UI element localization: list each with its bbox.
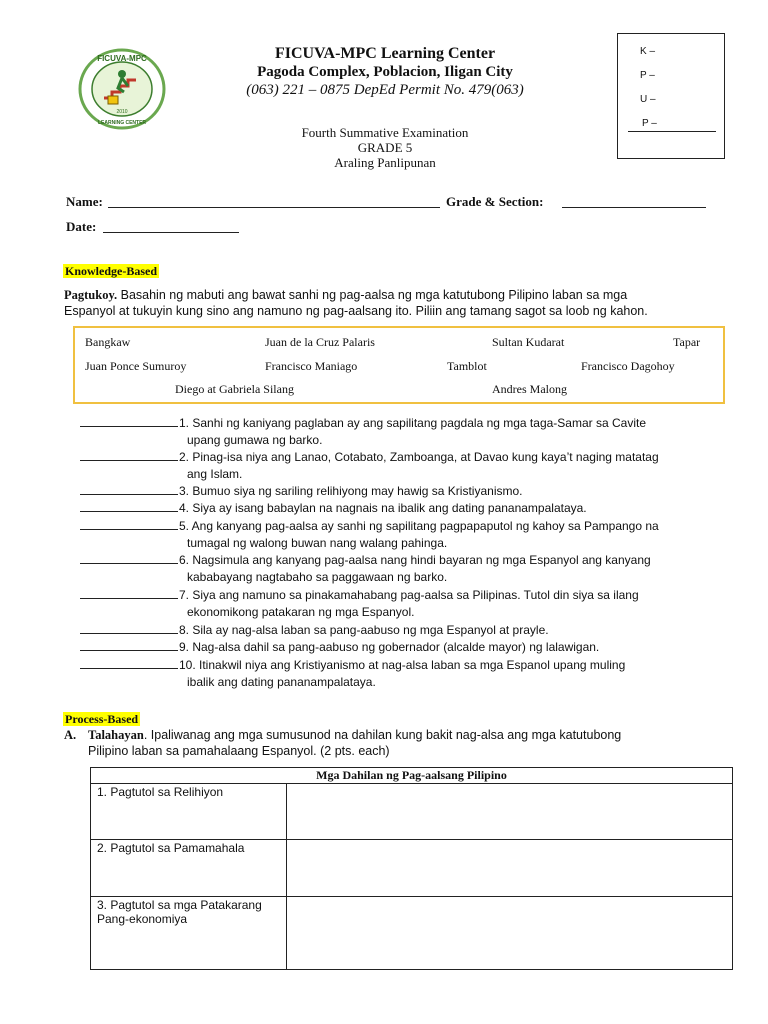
choice: Sultan Kudarat	[492, 335, 565, 349]
score-p2: P –	[642, 118, 657, 129]
school-name: FICUVA-MPC Learning Center	[274, 45, 496, 62]
answer-cell[interactable]	[287, 784, 733, 840]
score-u: U –	[640, 94, 656, 105]
choice: Francisco Maniago	[265, 359, 358, 373]
logo-year: 2010	[116, 109, 128, 115]
item-line1: . Ipaliwanag ang mga sumusunod na dahilan kung bakit nag-alsa ang mga katutubong	[143, 728, 622, 742]
choices-box	[73, 326, 725, 404]
knowledge-heading: Knowledge-Based	[65, 264, 158, 278]
exam-subject: Araling Panlipunan	[334, 155, 436, 170]
question-item: 5. Ang kanyang pag-aalsa ay sanhi ng sapilitang pagpapaputol ng kahoy sa Pampango na tumagal ng walong buwan nang walang pahinga.	[80, 518, 722, 552]
table-row	[91, 840, 733, 897]
instr-bold: Pagtukoy.	[64, 288, 118, 302]
question-item: 10. Itinakwil niya ang Kristiyanismo at nag-alsa laban sa mga Espanol upang muling ibalik ang dating pananampalataya.	[80, 657, 722, 691]
row-label: 3. Pagtutol sa mga Patakarang Pang-ekonomiya	[91, 897, 287, 970]
school-address: Pagoda Complex, Poblacion, Iligan City	[257, 64, 513, 80]
question-item: 7. Siya ang namuno sa pinakamahabang pag-aalsa sa Pilipinas. Tutol din siya sa ilang ekonomikong patakaran ng mga Espanyol.	[80, 587, 722, 621]
answer-cell[interactable]	[287, 897, 733, 970]
question-item: 3. Bumuo siya ng sariling relihiyong may hawig sa Kristiyanismo.	[80, 483, 722, 500]
choice: Juan Ponce Sumuroy	[85, 359, 187, 373]
score-p1: P –	[640, 70, 655, 81]
choice: Diego at Gabriela Silang	[175, 382, 294, 396]
item-letter: A.	[64, 728, 77, 742]
answer-blank[interactable]	[80, 483, 178, 495]
answer-blank[interactable]	[80, 587, 178, 599]
choice: Tapar	[673, 335, 701, 349]
date-field[interactable]	[103, 220, 239, 233]
score-total-line	[628, 131, 716, 132]
question-item: 6. Nagsimula ang kanyang pag-aalsa nang hindi bayaran ng mga Espanyol ang kanyang kababayang nagtabaho sa paggawaan ng barko.	[80, 552, 722, 586]
answer-blank[interactable]	[80, 518, 178, 530]
choice: Juan de la Cruz Palaris	[265, 335, 375, 349]
choice: Bangkaw	[85, 335, 131, 349]
grade-section-field[interactable]	[562, 195, 706, 208]
score-k: K –	[640, 46, 656, 57]
score-box	[617, 33, 725, 159]
instr-line1: Basahin ng mabuti ang bawat sanhi ng pag-aalsa ng mga katutubong Pilipino laban sa mga	[117, 288, 628, 302]
question-item: 8. Sila ay nag-alsa laban sa pang-aabuso ng mga Espanyol at prayle.	[80, 622, 722, 639]
item-bold: Talahayan	[88, 728, 144, 742]
question-item: 2. Pinag-isa niya ang Lanao, Cotabato, Zamboanga, at Davao kung kaya’t naging matatag ang Islam.	[80, 449, 722, 483]
name-field[interactable]	[108, 195, 440, 208]
choice: Tamblot	[447, 359, 487, 373]
table-row	[91, 784, 733, 840]
question-item: 4. Siya ay isang babaylan na nagnais na ibalik ang dating pananampalataya.	[80, 500, 722, 517]
logo-text: FICUVA-MPC	[97, 54, 147, 63]
choice: Andres Malong	[492, 382, 567, 396]
process-heading: Process-Based	[65, 712, 139, 726]
answer-blank[interactable]	[80, 415, 178, 427]
row-label: 1. Pagtutol sa Relihiyon	[91, 784, 287, 840]
question-item: 1. Sanhi ng kaniyang paglaban ay ang sapilitang pagdala ng mga taga-Samar sa Cavite upang gumawa ng barko.	[80, 415, 722, 449]
name-label: Name:	[66, 194, 103, 209]
instr-line2: Espanyol at tukuyin kung sino ang namuno ng pag-aalsang ito. Piliin ang tamang sagot sa loob ng kahon.	[64, 304, 648, 318]
row-label: 2. Pagtutol sa Pamamahala	[91, 840, 287, 897]
answer-blank[interactable]	[80, 449, 178, 461]
grade-section-label: Grade & Section:	[446, 194, 544, 209]
choice: Francisco Dagohoy	[581, 359, 675, 373]
answer-blank[interactable]	[80, 622, 178, 634]
table-header: Mga Dahilan ng Pag-aalsang Pilipino	[91, 768, 733, 784]
reasons-table	[90, 767, 733, 970]
process-item-a	[64, 727, 734, 759]
answer-blank[interactable]	[80, 500, 178, 512]
school-contact: (063) 221 – 0875 DepEd Permit No. 479(063)	[246, 82, 524, 98]
answer-blank[interactable]	[80, 657, 178, 669]
item-line2: Pilipino laban sa pamahalaang Espanyol. (2 pts. each)	[88, 744, 390, 758]
logo-subtext: LEARNING CENTER	[97, 120, 147, 126]
table-row	[91, 897, 733, 970]
exam-info	[200, 125, 570, 170]
question-item: 9. Nag-alsa dahil sa pang-aabuso ng gobernador (alcalde mayor) ng lalawigan.	[80, 639, 722, 656]
answer-blank[interactable]	[80, 552, 178, 564]
answer-cell[interactable]	[287, 840, 733, 897]
school-logo	[78, 48, 166, 130]
date-label: Date:	[66, 219, 97, 234]
answer-blank[interactable]	[80, 639, 178, 651]
exam-grade: GRADE 5	[357, 140, 413, 155]
exam-title: Fourth Summative Examination	[301, 125, 469, 140]
knowledge-instructions	[64, 287, 734, 319]
